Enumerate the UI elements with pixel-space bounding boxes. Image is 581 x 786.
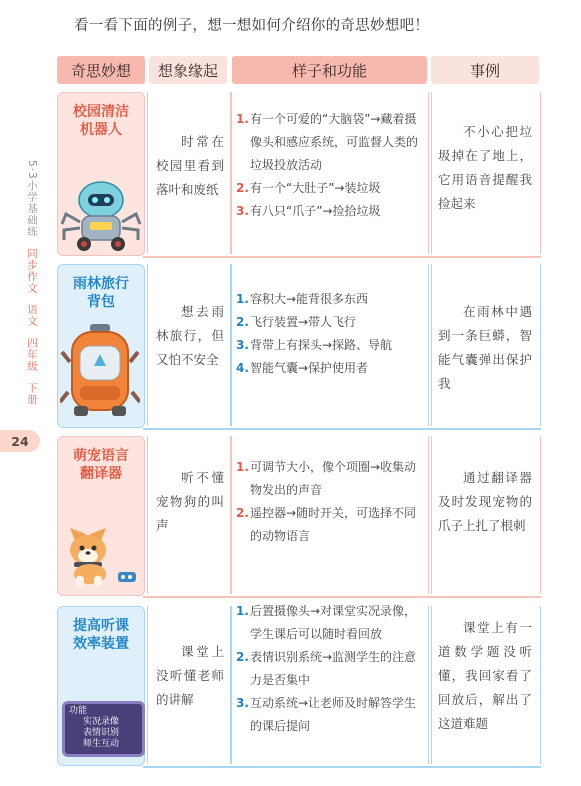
- feature-item: 1. 后置摄像头→对课堂实况录像，学生课后可以随时看回放: [236, 604, 417, 641]
- origin-text-1: 时常在校园里看到落叶和废纸: [156, 134, 224, 197]
- idea-name-1: 校园清洁 机器人: [73, 104, 129, 138]
- feature-item: 3. 有八只“爪子”→捡拾垃圾: [236, 204, 381, 218]
- example-cell-2: [431, 264, 541, 426]
- idea-name-4: 提高听课 效率装置: [73, 618, 129, 652]
- page-number: 24: [0, 430, 40, 452]
- feature-item: 4. 智能气囊→保护使用者: [236, 361, 369, 375]
- puppy-illustration: [60, 520, 142, 588]
- side-category-3: 四年级: [26, 337, 38, 372]
- example-text-1: 不小心把垃圾掉在了地上，它用语音提醒我捡起来: [438, 124, 532, 211]
- screen-item: 实况录像: [83, 717, 120, 727]
- example-cell-4: [431, 606, 541, 764]
- example-cell-3: [431, 436, 541, 594]
- cleaning-robot-illustration: [60, 178, 142, 254]
- header-origin: 想象缘起: [149, 56, 227, 84]
- origin-cell-4: [147, 606, 231, 764]
- feature-item: 1. 有一个可爱的“大脑袋”→藏着摄像头和感应系统，可监督人类的垃圾投放活动: [236, 112, 419, 172]
- example-text-2: 在雨林中遇到一条巨蟒，智能气囊弹出保护我: [438, 304, 532, 391]
- intro-text: 看一看下面的例子，想一想如何介绍你的奇思妙想吧！: [74, 18, 430, 34]
- header-features: 样子和功能: [232, 56, 427, 84]
- features-list-4: [236, 600, 426, 738]
- origin-text-3: 听不懂宠物狗的叫声: [156, 470, 224, 533]
- feature-item: 1. 容积大→能背很多东西: [236, 292, 369, 306]
- example-text-4: 课堂上有一道数学题没听懂，我回家看了回放后，解出了这道难题: [438, 620, 532, 731]
- feature-item: 2. 飞行装置→带人飞行: [236, 315, 357, 329]
- origin-text-4: 课堂上没听懂老师的讲解: [156, 644, 224, 707]
- row-divider: [143, 428, 541, 430]
- features-list-1: [236, 108, 426, 223]
- feature-item: 2. 有一个“大肚子”→装垃圾: [236, 181, 381, 195]
- idea-name-2: 雨林旅行 背包: [73, 276, 129, 310]
- screen-item: 师生互动: [83, 739, 120, 749]
- feature-item: 1. 可调节大小，像个项圈→收集动物发出的声音: [236, 460, 417, 497]
- side-category-4: 下册: [26, 382, 38, 406]
- header-idea: 奇思妙想: [57, 56, 145, 84]
- screen-item: 表情识别: [83, 728, 120, 738]
- example-cell-1: [431, 92, 541, 254]
- origin-cell-3: [147, 436, 231, 594]
- device-screen-illustration: [62, 701, 145, 757]
- idea-name-3: 萌宠语言 翻译器: [73, 448, 129, 482]
- side-brand: 5·3小学基础练: [26, 160, 38, 238]
- features-list-2: [236, 288, 426, 380]
- feature-item: 2. 遥控器→随时开关，可选择不同的动物语言: [236, 506, 417, 543]
- origin-cell-1: [147, 92, 231, 254]
- side-label: [22, 160, 38, 405]
- example-text-3: 通过翻译器及时发现宠物的爪子上扎了根刺: [438, 470, 532, 533]
- features-list-3: [236, 456, 426, 548]
- row-divider: [143, 256, 541, 258]
- side-category-2: 语文: [26, 303, 38, 327]
- row-divider: [143, 766, 541, 768]
- row-divider: [143, 596, 541, 598]
- origin-text-2: 想去雨林旅行，但又怕不安全: [156, 304, 224, 367]
- screen-title: 功能: [69, 706, 88, 716]
- feature-item: 3. 背带上有探头→探路、导航: [236, 338, 393, 352]
- backpack-illustration: [60, 322, 140, 420]
- feature-item: 2. 表情识别系统→监测学生的注意力是否集中: [236, 650, 417, 687]
- feature-item: 3. 互动系统→让老师及时解答学生的课后提问: [236, 696, 417, 733]
- header-example: 事例: [431, 56, 539, 84]
- origin-cell-2: [147, 264, 231, 426]
- side-category-1: 同步作文: [26, 247, 38, 294]
